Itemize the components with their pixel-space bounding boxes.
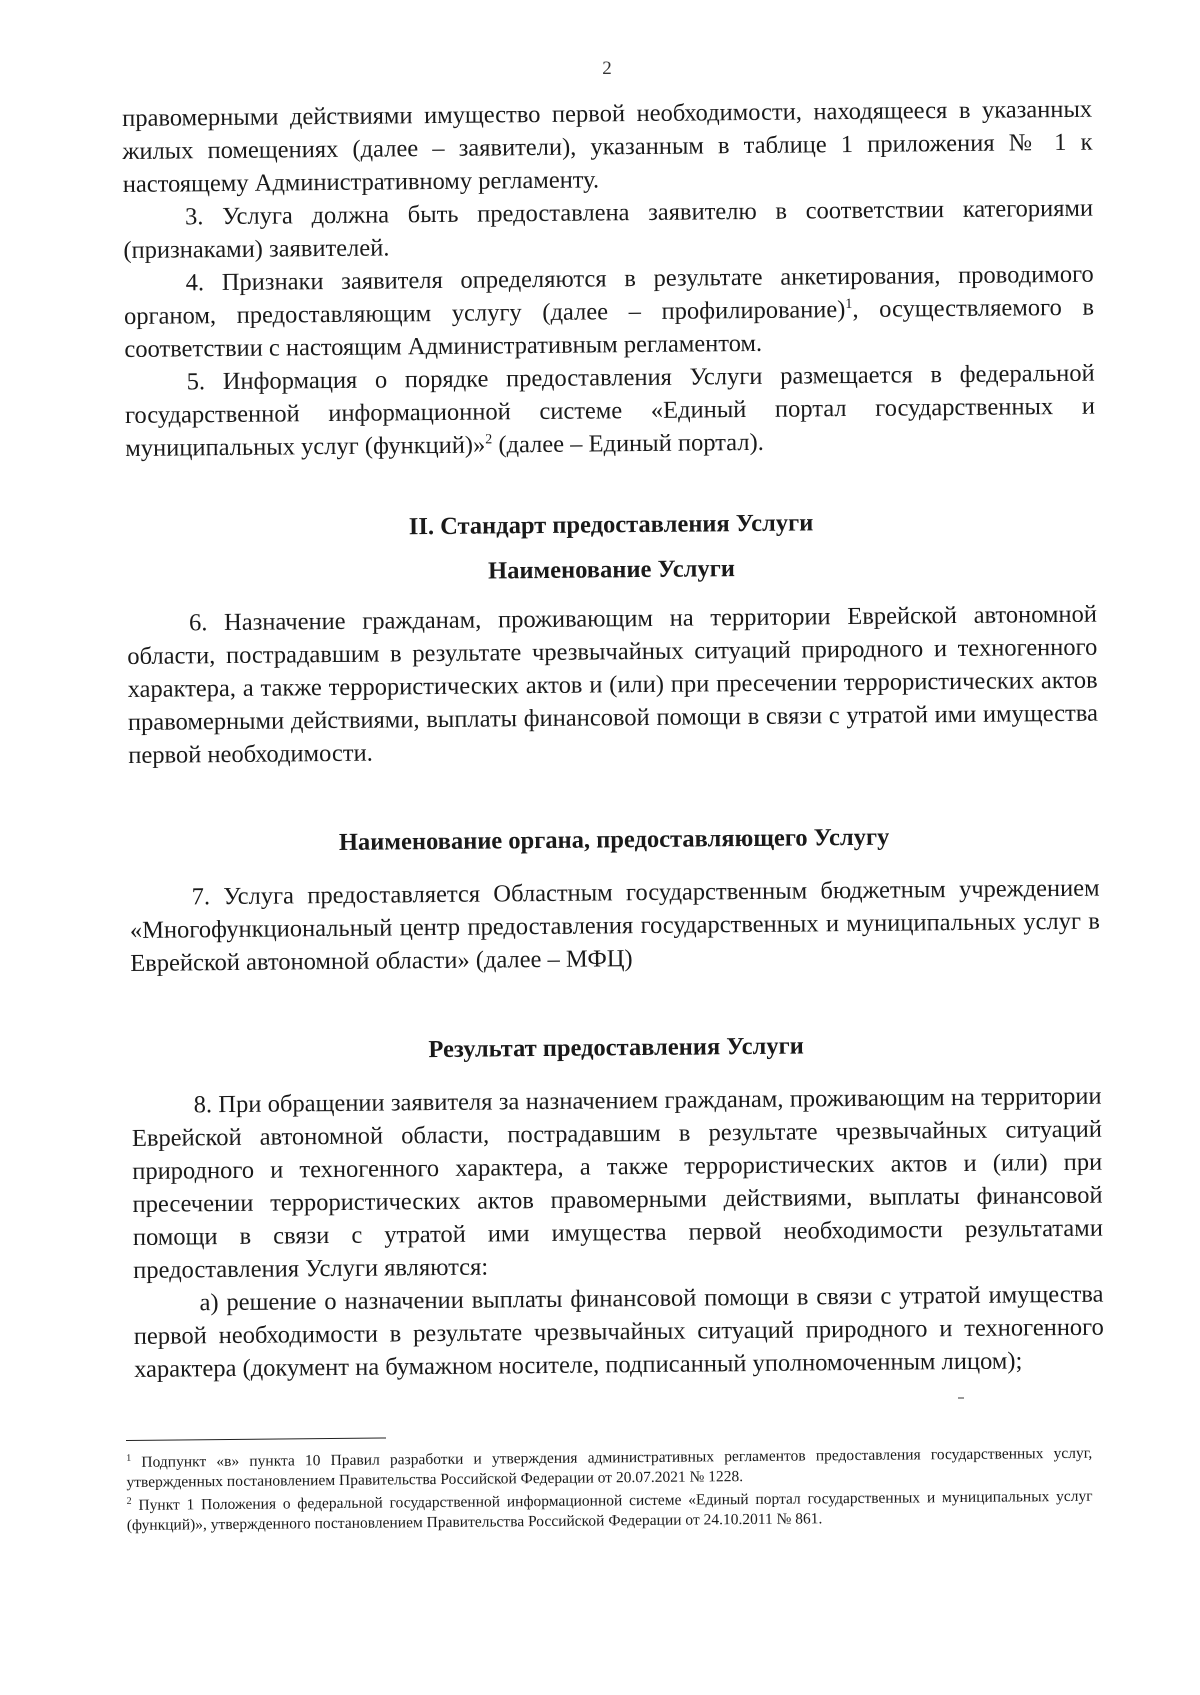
heading-organ: Наименование органа, предоставляющего Услугу [338, 823, 890, 856]
paragraph-4-text-a: 4. Признаки заявителя определяются в результате анкетирования, проводимого органом, предоставляющим услугу (далее – профилирование) [123, 260, 1094, 330]
paragraph-7: 7. Услуга предоставляется Областным государственным бюджетным учреждением «Многофункциональный центр предоставления государственных и муниципальных услуг в Еврейской автономной области» (далее – МФЦ) [129, 874, 1101, 977]
footnote-1-text: Подпункт «в» пункта 10 Правил разработки и утверждения административных регламентов предоставления государственных услуг, утвержденных постановлением Правительства Российской Федерации от 20.07.2021 № 1228. [126, 1444, 1093, 1491]
heading-result: Результат предоставления Услуги [428, 1032, 804, 1064]
footnote-divider [126, 1438, 386, 1441]
scan-speck [958, 1397, 964, 1399]
footnote-ref-2: 2 [485, 432, 493, 448]
paragraph-8: 8. При обращении заявителя за назначением гражданам, проживающим на территории Еврейской автономной области, пострадавшим в результате чрезвычайных ситуаций природного и техногенного характера, а также террористических актов и (или) при пресечении террористических актов правомерными действиями, выплаты финансовой помощи в связи с утратой ими имущества первой необходимости результатами предоставления Услуги являются: [131, 1082, 1103, 1284]
paragraph-8a: а) решение о назначении выплаты финансовой помощи в связи с утратой имущества первой необходимости в результате чрезвычайных ситуаций природного и техногенного характера (документ на бумажном носителе, подписанный уполномоченным лицом); [133, 1280, 1104, 1383]
paragraph-3: 3. Услуга должна быть предоставлена заявителю в соответствии категориями (признаками) заявителей. [123, 194, 1094, 264]
footnote-mark-2: 2 [126, 1495, 132, 1507]
document-body [122, 93, 1104, 1386]
paragraph-4 [124, 258, 1095, 366]
page-number: 2 [602, 58, 612, 79]
footnotes [126, 1431, 1093, 1539]
footnote-1 [126, 1444, 1092, 1493]
paragraph-6: 6. Назначение гражданам, проживающим на территории Еврейской автономной области, пострадавшим в результате чрезвычайных ситуаций природного и техногенного характера, а также террористических актов и (или) при пресечении террористических актов правомерными действиями, выплаты финансовой помощи в связи с утратой ими имущества первой необходимости. [127, 600, 1099, 769]
paragraph-5-text-a: 5. Информация о порядке предоставления Услуги размещается в федеральной государственной информационной системе «Единый портал государственных и муниципальных услуг (функций)» [124, 359, 1096, 462]
footnote-mark-1: 1 [126, 1452, 132, 1464]
footnote-2-text: Пункт 1 Положения о федеральной государственной информационной системе «Единый портал государственных и муниципальных услуг (функций)», утвержденного постановлением Правительства Российской Федерации от 24.10.2011 № 861. [126, 1487, 1093, 1534]
footnote-2 [127, 1487, 1093, 1536]
paragraph-5-text-b: (далее – Единый портал). [492, 428, 764, 459]
paragraph-5 [125, 357, 1096, 465]
footnote-ref-1: 1 [845, 296, 853, 312]
section-title: II. Стандарт предоставления Услуги [408, 509, 814, 541]
paragraph-4-text-b: , осуществляемого в соответствии с настоящим Административным регламентом. [124, 293, 1095, 363]
paragraph-continuation: правомерными действиями имущество первой необходимости, находящееся в указанных жилых помещениях (далее – заявители), указанным в таблице 1 приложения № 1 к настоящему Административному регламенту. [122, 95, 1093, 198]
heading-service-name: Наименование Услуги [487, 555, 736, 585]
